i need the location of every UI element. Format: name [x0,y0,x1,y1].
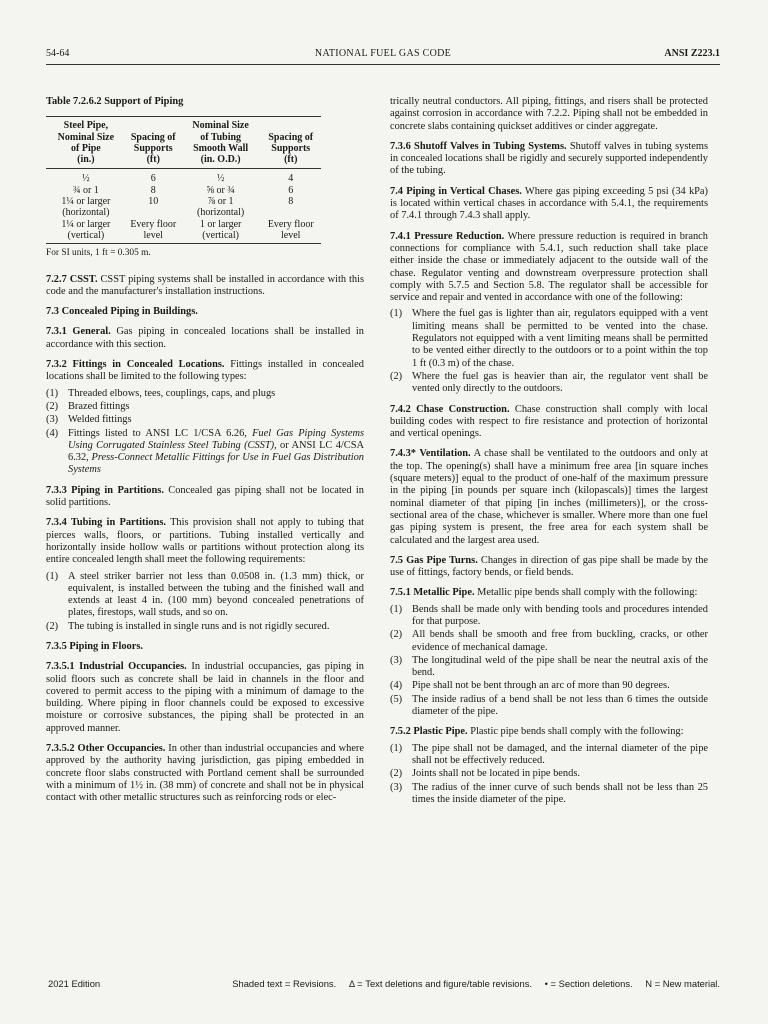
table-cell: Every floor [130,218,177,230]
metallic-bends-list [390,604,708,719]
list-item: (2) All bends shall be smooth and free from buckling, cracks, or other evidence of mechanical damage. [390,629,708,653]
table-cell: level [126,230,181,244]
code-title: NATIONAL FUEL GAS CODE [314,48,452,59]
section-7-4-1: 7.4.1 Pressure Reduction. Where pressure reduction is required in branch connections for compliance with 5.4.1, such reduction shall take place either inside the chase or immediately adjacent to the outside wall of the chase. Regulator venting and downstream overpressure protection shall comply with 5.7.5 and Section 5.8. The regulator shall be accessible for service and repair and vented in accordance with one of the following: [390,230,708,304]
list-item: (2) The tubing is installed in single runs and is not rigidly secured. [46,620,330,632]
edition-label: 2021 Edition [48,978,101,989]
table-row [46,230,321,244]
venting-list [390,308,708,395]
table-cell: ½ [82,173,90,185]
standard-id: ANSI Z223.1 [664,48,720,59]
list-item: (1) Where the fuel gas is lighter than air, regulators equipped with a vent limiting means shall be permitted to be vented into the chase. Regulators not equipped with a vent limiting means shall be permitted to be vented either directly to the outdoors or to a point within the top 1 ft (0.3 m) of the chase. [390,308,708,369]
list-item: (2) Where the fuel gas is heavier than air, the regulator vent shall be vented only directly to the outdoors. [390,370,708,395]
section-heading: 7.3 Concealed Piping in Buildings. [46,306,198,318]
section-7-3-1: 7.3.1 General. Gas piping in concealed locations shall be installed in accordance with this section. [46,326,364,350]
table-cell [126,207,181,218]
legend-item: • = Section deletions. [544,978,633,989]
section-heading: 7.3.5 Piping in Floors. [46,640,143,652]
left-column [46,96,364,813]
continued-paragraph: trically neutral conductors. All piping, fittings, and risers shall be protected against corrosion in accordance with 7.2.2. Piping shall not be embedded in concrete slabs containing quickset additives or cinder aggregate. [390,96,708,132]
table-row [46,185,321,196]
table-cell: Every floor [267,218,314,230]
table-cell: 8 [150,184,156,196]
page-header [46,48,720,62]
header-rule [46,64,720,65]
table-cell: 1¼ or larger [61,196,111,208]
list-item: (2) Joints shall not be located in pipe bends. [390,768,580,780]
revision-legend [222,978,720,989]
list-item: (1) Bends shall be made only with bending tools and procedures intended for that purpose. [390,603,708,627]
table-cell: (vertical) [46,230,126,244]
list-item: (4) Pipe shall not be bent through an arc of more than 90 degrees. [390,680,670,692]
list-item: (4) Fittings listed to ANSI LC 1/CSA 6.26, Fuel Gas Piping Systems Using Corrugated Stainless Steel Tubing (CSST), or ANSI LC 4/CSA 6.32, Press-Connect Metallic Fittings for Use in Fuel Gas Distribution Systems [46,427,365,476]
table-cell: 6 [150,173,156,185]
table-cell: 8 [288,196,294,208]
section-7-3-4: 7.3.4 Tubing in Partitions. This provision shall not apply to tubing that pierces walls, floors, or partitions. Tubing installed vertically and horizontally inside hollow walls or partitions without protection along its entire concealed length shall meet the following requirements: [46,517,364,566]
table-cell: ⅝ or ¾ [206,184,235,196]
legend-item: Shaded text = Revisions. [232,978,337,989]
section-7-4-2: 7.4.2 Chase Construction. Chase construction shall comply with local building codes with respect to fire resistance and protection of horizontal and vertical openings. [390,403,708,440]
right-column [390,96,708,814]
section-7-3-6: 7.3.6 Shutoff Valves in Tubing Systems. Shutoff valves in tubing systems in concealed locations shall be rigidly and securely supported independently of the tubing. [390,140,709,177]
table-caption: Table 7.2.6.2 Support of Piping [46,96,184,107]
section-7-3-5-2: 7.3.5.2 Other Occupancies. In other than industrial occupancies and where approved by the authority having jurisdiction, gas piping embedded in concrete floor slabs constructed with Portland cement shall be surrounded with a minimum of 1½ in. (38 mm) of concrete and shall not be in physical contact with other metallic structures such as reinforcing rods or elec- [46,743,365,804]
table-cell: 10 [148,196,159,208]
list-item: (1) The pipe shall not be damaged, and the internal diameter of the pipe shall not be effectively reduced. [390,742,708,766]
table-row [46,219,321,230]
section-7-2-7: 7.2.7 CSST. CSST piping systems shall be installed in accordance with this code and the manufacturer's installation instructions. [46,273,364,297]
col-header: Spacing of Supports (ft) [126,117,181,169]
table-cell: ½ [216,173,225,185]
list-item: (3) The longitudinal weld of the pipe shall be near the neutral axis of the bend. [390,654,708,679]
section-7-5-2: 7.5.2 Plastic Pipe. Plastic pipe bends shall comply with the following: [390,726,684,738]
table-cell: (horizontal) [197,207,245,219]
tubing-requirements-list [46,571,364,633]
list-item: (2) Brazed fittings [46,400,130,412]
table-cell: (horizontal) [62,207,110,219]
section-7-3-2: 7.3.2 Fittings in Concealed Locations. Fittings installed in concealed locations shall be limited to the following types: [46,359,364,383]
section-7-3-5-1: 7.3.5.1 Industrial Occupancies. In industrial occupancies, gas piping in solid floors such as concrete shall be laid in channels in the floor and covered to permit access to the piping with a minimum of damage to the building. Where piping in floor channels could be exposed to excessive moisture or corrosive substances, the piping shall be protected in an approved manner. [46,661,364,734]
section-7-5: 7.5 Gas Pipe Turns. Changes in direction of gas pipe shall be made by the use of fittings, factory bends, or field bends. [390,554,708,579]
plastic-bends-list [390,743,708,806]
table-cell: ⅞ or 1 [207,196,234,208]
table-cell: ¾ or 1 [72,184,99,196]
section-7-3-3: 7.3.3 Piping in Partitions. Concealed gas piping shall not be located in solid partitions. [46,484,364,509]
table-cell: (vertical) [181,230,261,244]
section-7-4: 7.4 Piping in Vertical Chases. Where gas piping exceeding 5 psi (34 kPa) is located within vertical chases in accordance with 5.4.1, the requirements of 7.4.1 through 7.4.3 shall apply. [390,185,708,222]
section-7-5-1: 7.5.1 Metallic Pipe. Metallic pipe bends shall comply with the following: [390,587,698,599]
table-note: For SI units, 1 ft = 0.305 m. [46,248,151,259]
support-table [46,116,321,244]
table-cell [261,207,322,218]
legend-item: Δ = Text deletions and figure/table revisions. [348,978,533,989]
table-cell: 6 [288,184,294,196]
table-cell: level [261,230,322,244]
list-item: (1) A steel striker barrier not less than 0.0508 in. (1.3 mm) thick, or equivalent, is installed between the tubing and the finished wall and extends at least 4 in. (100 mm) beyond concealed penetrations of plates, firestops, wall studs, and so on. [46,570,364,619]
table-row [46,207,321,218]
section-7-4-3: 7.4.3* Ventilation. A chase shall be ventilated to the outdoors and only at the top. The opening(s) shall have a minimum free area [in square inches (square meters)] equal to the product of one-half of the maximum pressure in the piping [in pounds per square inch (kilopascals)] times the largest nominal diameter of that piping [in inches (millimeters)], or the cross-sectional area of the chase, whichever is smaller. Where more than one fuel gas piping system is present, the free area for each system shall be calculated and the largest area used. [390,448,708,546]
legend-item: N = New material. [645,978,720,989]
table-row [46,169,321,185]
fittings-list [46,388,364,477]
list-item: (5) The inside radius of a bend shall be not less than 6 times the outside diameter of the pipe. [390,693,708,718]
table-cell: 1 or larger [199,218,242,230]
list-item: (1) Threaded elbows, tees, couplings, caps, and plugs [46,387,276,399]
table-header-row [46,117,321,169]
page-number: 54-64 [46,48,70,59]
table-cell: 4 [288,173,294,185]
list-item: (3) Welded fittings [46,414,132,426]
list-item: (3) The radius of the inner curve of such bends shall not be less than 25 times the inside diameter of the pipe. [390,781,708,805]
col-header: Steel Pipe, Nominal Size of Pipe (in.) [46,117,126,169]
col-header: Nominal Size of Tubing Smooth Wall (in. O.D.) [181,117,261,169]
table-cell: 1¼ or larger [61,218,111,230]
table-row [46,196,321,207]
col-header: Spacing of Supports (ft) [261,117,322,169]
